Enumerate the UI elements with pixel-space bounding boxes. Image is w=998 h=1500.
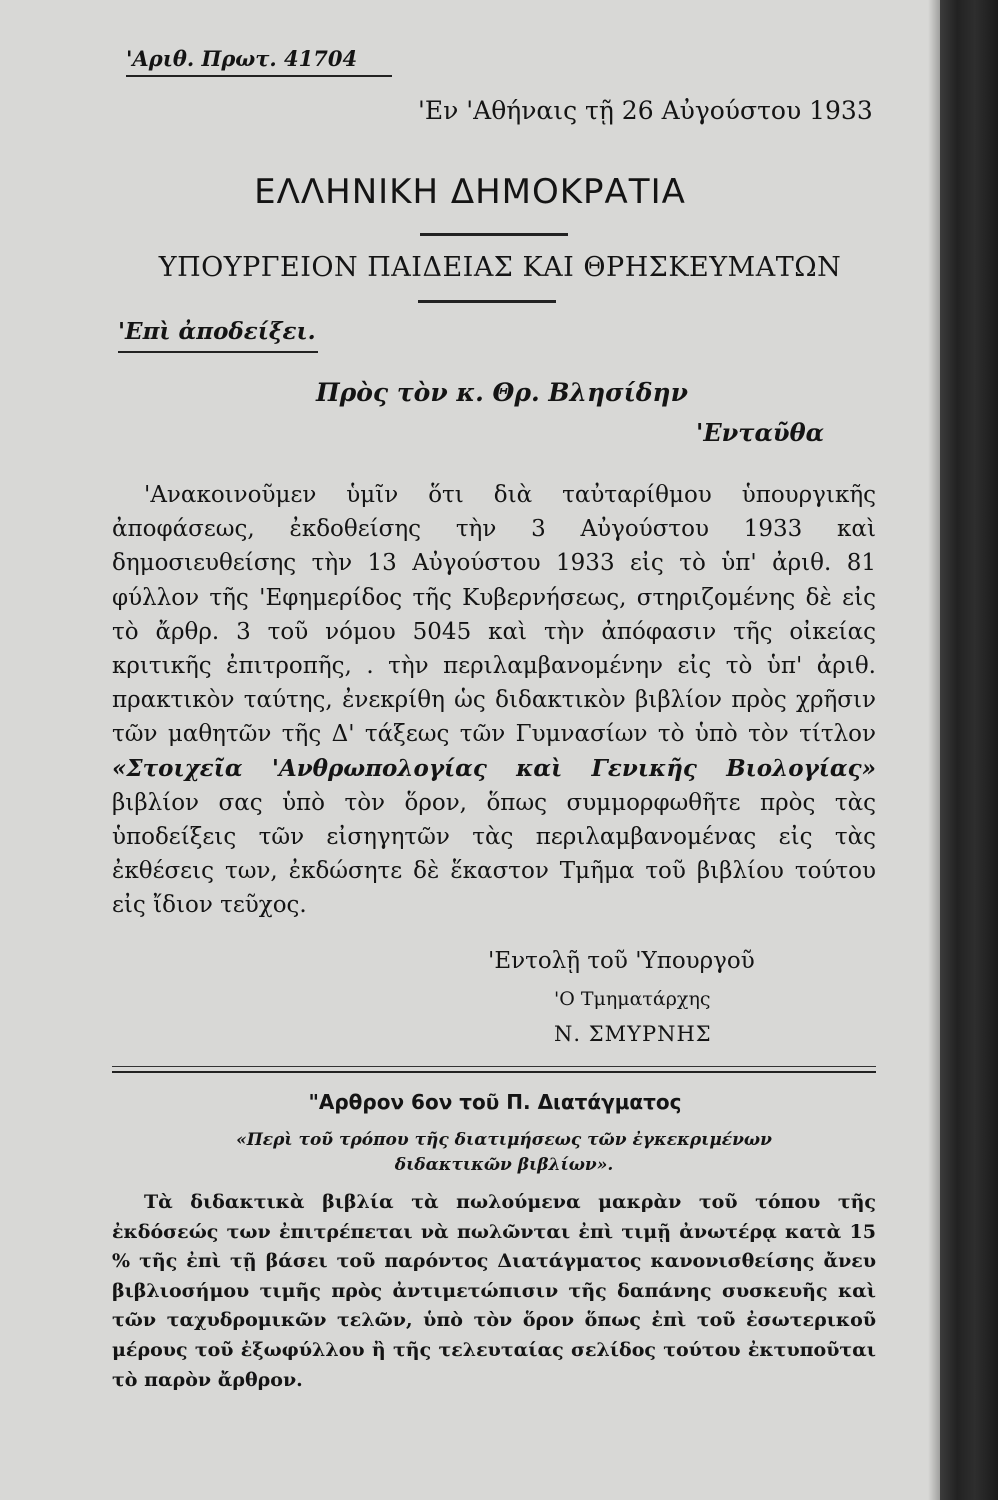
book-spine	[940, 0, 998, 1500]
article-body	[112, 1188, 876, 1395]
receipt-note: 'Επὶ ἀποδείξει.	[118, 318, 318, 353]
article-paragraph: Τὰ διδακτικὰ βιβλία τὰ πωλούμενα μακρὰν τοῦ τόπου τῆς ἐκδόσεώς των ἐπιτρέπεται νὰ πωλῶνται ἐπὶ τιμῇ ἀνωτέρᾳ κατὰ 15 % τῆς ἐπὶ τῇ βάσει τοῦ παρόντος Διατάγματος κανονισθείσης ἄνευ βιβλιοσήμου τιμῆς πρὸς ἀντιμετώπισιν τῆς δαπάνης συσκευῆς καὶ τῶν ταχυδρομικῶν τελῶν, ὑπὸ τὸν ὅρον ὅπως ἐπὶ τοῦ ἐσωτερικοῦ μέρους τοῦ ἐξωφύλλου ἢ τῆς τελευταίας σελίδος τούτου ἐκτυποῦται τὸ παρὸν ἄρθρον.	[112, 1191, 876, 1391]
letter-paragraph	[112, 478, 876, 923]
state-heading: ΕΛΛΗΝΙΚΗ ΔΗΜΟΚΡΑΤΙΑ	[254, 172, 686, 212]
signature-name: Ν. ΣΜΥΡΝΗΣ	[554, 1022, 712, 1046]
divider	[112, 1066, 876, 1067]
letter-text-part2: βιβλίον σας ὑπὸ τὸν ὅρον, ὅπως συμμορφωθῆτε πρὸς τὰς ὑποδείξεις τῶν εἰσηγητῶν τὰς περιλαμβανομένας εἰς τὰς ἐκθέσεις των, ἐκδώσητε δὲ ἕκαστον Τμῆμα τοῦ βιβλίου τούτου εἰς ἴδιον τεῦχος.	[112, 789, 876, 919]
ministry-heading: ΥΠΟΥΡΓΕΙΟΝ ΠΑΙΔΕΙΑΣ ΚΑΙ ΘΡΗΣΚΕΥΜΑΤΩΝ	[158, 252, 842, 283]
letter-text-part1: 'Ανακοινοῦμεν ὑμῖν ὅτι διὰ ταὐταρίθμου ὑπουργικῆς ἀποφάσεως, ἐκδοθείσης τὴν 3 Αὐγούστου 1933 καὶ δημοσιευθείσης τὴν 13 Αὐγούστου 1933 εἰς τὸ ὑπ' ἀριθ. 81 φύλλον τῆς 'Εφημερίδος τῆς Κυβερνήσεως, στηριζομένης δὲ εἰς τὸ ἄρθρ. 3 τοῦ νόμου 5045 καὶ τὴν ἀπόφασιν τῆς οἰκείας κριτικῆς ἐπιτροπῆς, . τὴν περιλαμβανομένην εἰς τὸ ὑπ' ἀριθ. πρακτικὸν ταύτης, ἐνεκρίθη ὡς διδακτικὸν βιβλίον πρὸς χρῆσιν τῶν μαθητῶν τῆς Δ' τάξεως τῶν Γυμνασίων τὸ ὑπὸ τὸν τίτλον	[112, 482, 876, 748]
article-subtitle: «Περὶ τοῦ τρόπου τῆς διατιμήσεως τῶν ἐγκεκριμένων διδακτικῶν βιβλίων».	[236, 1130, 772, 1175]
divider	[420, 233, 568, 236]
letter-body	[112, 478, 876, 923]
recipient-place: 'Ενταῦθα	[696, 418, 825, 447]
recipient: Πρὸς τὸν κ. Θρ. Βλησίδην	[316, 378, 688, 407]
divider	[112, 1071, 876, 1073]
dateline: 'Εν 'Αθήναις τῇ 26 Αὐγούστου 1933	[418, 96, 873, 125]
book-title: «Στοιχεῖα 'Ανθρωπολογίας καὶ Γενικῆς Βιολογίας»	[112, 754, 876, 782]
protocol-number: 'Αριθ. Πρωτ. 41704	[126, 46, 392, 77]
signature-role: 'Ο Τμηματάρχης	[554, 988, 711, 1010]
article-heading: "Αρθρον 6ον τοῦ Π. Διατάγματος	[308, 1090, 682, 1114]
signature-order: 'Εντολῇ τοῦ 'Υπουργοῦ	[488, 948, 755, 974]
divider	[418, 300, 556, 303]
